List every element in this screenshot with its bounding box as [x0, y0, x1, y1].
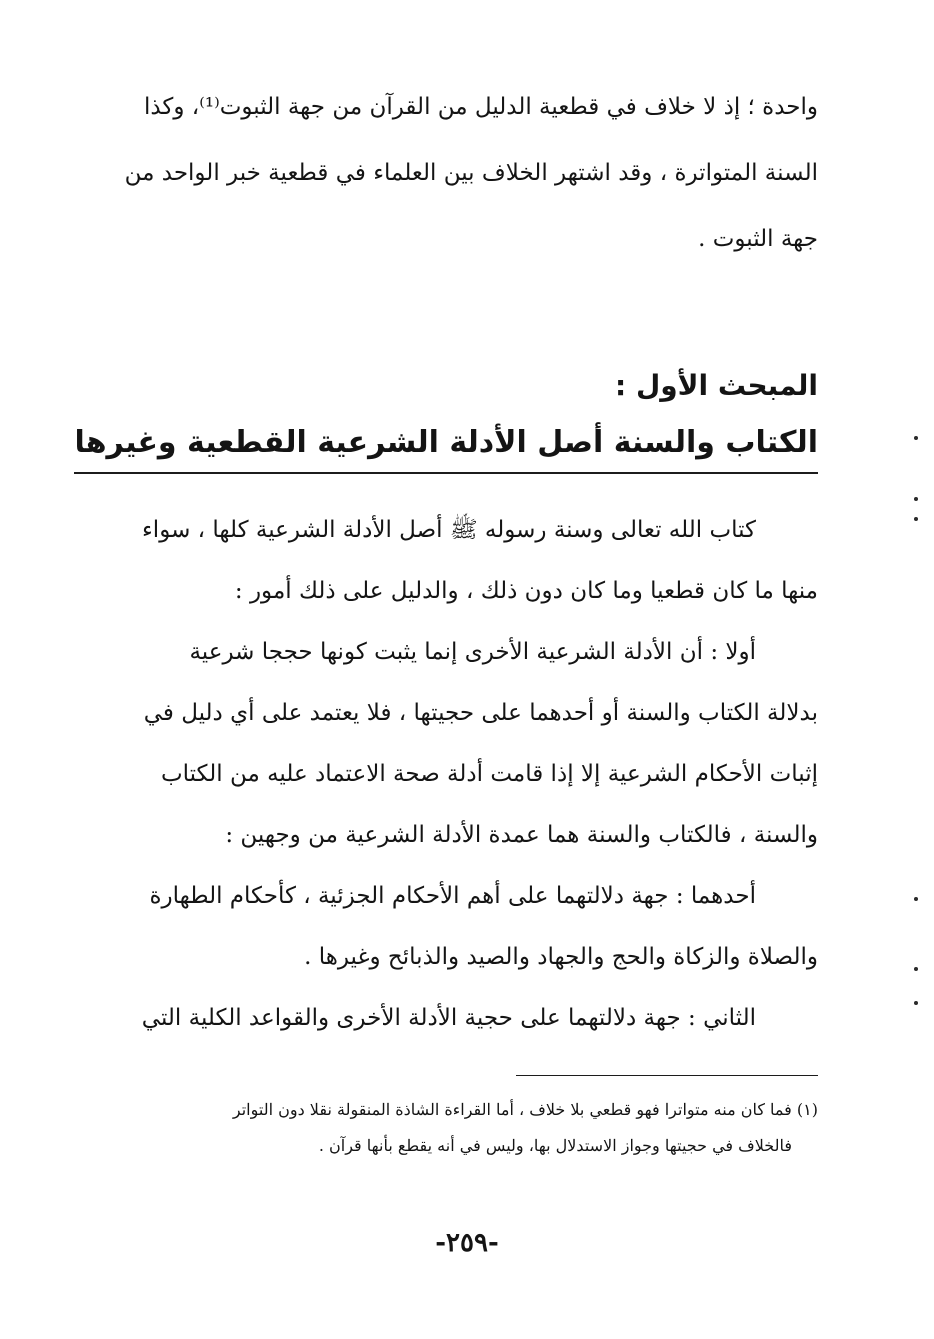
page-number: -٢٥٩- — [435, 1228, 499, 1258]
section-label: المبحث الأول : — [615, 369, 818, 402]
scan-speck — [914, 497, 918, 501]
text-line: السنة المتواترة ، وقد اشتهر الخلاف بين العلماء في قطعية خبر الواحد من — [124, 160, 818, 186]
section-title: الكتاب والسنة أصل الأدلة الشرعية القطعية وغيرها — [74, 425, 818, 460]
continued-paragraph — [74, 74, 818, 272]
text-line: واحدة ؛ إذ لا خلاف في قطعية الدليل من القرآن من جهة الثبوت⁽¹⁾، وكذا — [143, 94, 818, 120]
text-line: والسنة ، فالكتاب والسنة هما عمدة الأدلة الشرعية من وجهين : — [225, 822, 818, 848]
text-line: أولا : أن الأدلة الشرعية الأخرى إنما يثبت كونها حججا شرعية — [189, 639, 756, 665]
text-line: أحدهما : جهة دلالتهما على أهم الأحكام الجزئية ، كأحكام الطهارة — [149, 883, 756, 909]
scan-speck — [914, 436, 918, 440]
text-line: والصلاة والزكاة والحج والجهاد والصيد والذبائح وغيرها . — [304, 944, 818, 970]
text-line: بدلالة الكتاب والسنة أو أحدهما على حجيتها ، فلا يعتمد على أي دليل في — [143, 700, 818, 726]
scan-speck — [914, 517, 918, 521]
body-text — [74, 500, 818, 1049]
scan-speck — [914, 967, 918, 971]
text-line: منها ما كان قطعيا وما كان دون ذلك ، والدليل على ذلك أمور : — [234, 578, 818, 604]
heading-divider — [74, 472, 818, 474]
footnote-line: فالخلاف في حجيتها وجواز الاستدلال بها، وليس في أنه يقطع بأنها قرآن . — [318, 1136, 792, 1155]
footnote-line: (١) فما كان منه متواترا فهو قطعي بلا خلاف ، أما القراءة الشاذة المنقولة نقلا دون التواتر — [232, 1100, 818, 1119]
text-line: الثاني : جهة دلالتهما على حجية الأدلة الأخرى والقواعد الكلية التي — [141, 1005, 756, 1031]
scan-speck — [914, 1001, 918, 1005]
scan-speck — [914, 897, 918, 901]
text-line: إثبات الأحكام الشرعية إلا إذا قامت أدلة صحة الاعتماد عليه من الكتاب — [160, 761, 818, 787]
text-line: كتاب الله تعالى وسنة رسوله ﷺ أصل الأدلة الشرعية كلها ، سواء — [141, 517, 756, 543]
footnote — [74, 1092, 818, 1164]
text-line: جهة الثبوت . — [698, 226, 818, 252]
footnote-divider — [516, 1075, 818, 1076]
